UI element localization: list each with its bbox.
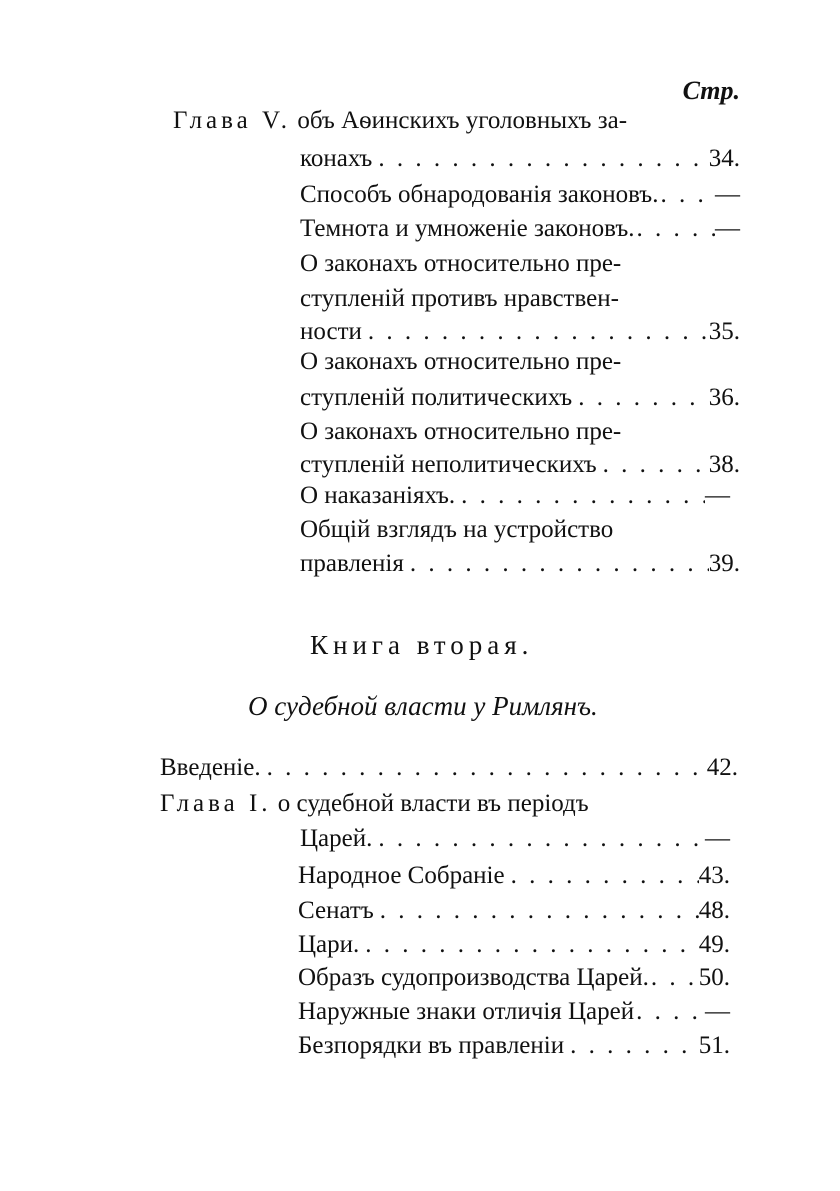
toc-entry-page: 39.: [708, 550, 740, 577]
toc-entry-label: Цари.: [298, 931, 360, 958]
toc-entry-page: 35.: [708, 318, 740, 345]
toc-entry-page: 51.: [698, 1032, 730, 1059]
chapter-1-title-line2: [300, 823, 730, 855]
toc-entry-line: О законахъ относительно пре-: [300, 418, 622, 445]
page-column-label: Стр.: [682, 76, 740, 105]
chapter-1-page: —: [705, 825, 730, 852]
toc-entry-page: —: [705, 482, 730, 509]
toc-entry: [298, 929, 730, 961]
dot-leader: [505, 860, 699, 892]
dot-leader: [634, 996, 705, 1028]
toc-entry: [300, 316, 740, 348]
toc-entry-label: Образъ судопроизводства Царей.: [298, 964, 649, 991]
toc-entry-page: 42.: [706, 754, 738, 781]
toc-entry-line: О законахъ относительно пре-: [300, 250, 622, 277]
chapter-1-prefix: Глава I.: [160, 790, 272, 817]
chapter-5-title-text: объ Аѳинскихъ уголовныхъ за-: [297, 107, 628, 134]
toc-entry-label: Народное Собраніе: [298, 862, 505, 889]
toc-entry-page: —: [715, 181, 740, 208]
toc-entry-line: О законахъ относительно пре-: [300, 348, 622, 375]
toc-entry-page: 50.: [698, 964, 730, 991]
toc-entry: [300, 449, 740, 481]
dot-leader: [649, 962, 699, 994]
toc-entry: [298, 1030, 730, 1062]
dot-leader: [362, 316, 709, 348]
toc-entry-page: 43.: [698, 862, 730, 889]
dot-leader: [635, 213, 715, 245]
toc-entry-label: правленія: [300, 550, 404, 577]
toc-entry-page: 48.: [698, 897, 730, 924]
chapter-1-title-cont: Царей.: [300, 825, 373, 852]
dot-leader: [372, 823, 705, 855]
dot-leader: [261, 752, 707, 784]
chapter-5-prefix: Глава V.: [173, 107, 292, 134]
dot-leader: [597, 449, 709, 481]
toc-entry-page: 38.: [708, 451, 740, 478]
toc-entry: [300, 213, 740, 245]
dot-leader: [564, 1030, 699, 1062]
toc-entry-label: Сенатъ: [298, 897, 374, 924]
toc-entry-label: ности: [300, 318, 362, 345]
dot-leader: [359, 929, 698, 961]
dot-leader: [572, 382, 709, 414]
toc-entry: [298, 895, 730, 927]
toc-entry-introduction: [160, 752, 738, 784]
chapter-5-title-line2: [300, 143, 740, 175]
dot-leader: [372, 143, 708, 175]
toc-entry: [300, 548, 740, 580]
toc-entry-line: ступленій противъ нравствен-: [300, 285, 619, 312]
dot-leader: [374, 895, 699, 927]
toc-entry-label: Введеніе.: [160, 754, 261, 781]
toc-entry: [298, 962, 730, 994]
toc-entry-page: —: [705, 998, 730, 1025]
toc-entry-label: ступленій неполитическихъ: [300, 451, 597, 478]
toc-entry-label: ступленій политическихъ: [300, 384, 573, 411]
book-subtitle: О судебной власти у Римлянъ.: [248, 691, 598, 721]
chapter-5-title-line1: [173, 105, 685, 137]
toc-entry-page: 36.: [708, 384, 740, 411]
toc-entry: [300, 480, 730, 512]
toc-entry: [300, 382, 740, 414]
toc-entry-page: 49.: [698, 931, 730, 958]
toc-entry-label: Способъ обнародованія законовъ.: [300, 181, 659, 208]
toc-entry: [298, 996, 730, 1028]
toc-entry-label: О наказаніяхъ.: [300, 482, 456, 509]
chapter-5-page: 34.: [708, 145, 740, 172]
chapter-5-title-cont: конахъ: [300, 145, 373, 172]
toc-entry-label: Наружные знаки отличія Царей: [298, 998, 635, 1025]
dot-leader: [658, 179, 715, 211]
toc-entry-page: —: [715, 215, 740, 242]
chapter-1-title-text: о судебной власти въ періодъ: [277, 790, 589, 817]
book-title: Книга вторая.: [310, 630, 534, 660]
toc-entry-label: Темнота и умноженіе законовъ.: [300, 215, 635, 242]
toc-entry-line: Общій взглядъ на устройство: [300, 516, 614, 543]
dot-leader: [404, 548, 709, 580]
chapter-1-title-line1: [160, 788, 589, 820]
toc-entry-label: Безпорядки въ правленіи: [298, 1032, 565, 1059]
toc-entry: [300, 179, 740, 211]
dot-leader: [455, 480, 705, 512]
toc-entry: [298, 860, 730, 892]
